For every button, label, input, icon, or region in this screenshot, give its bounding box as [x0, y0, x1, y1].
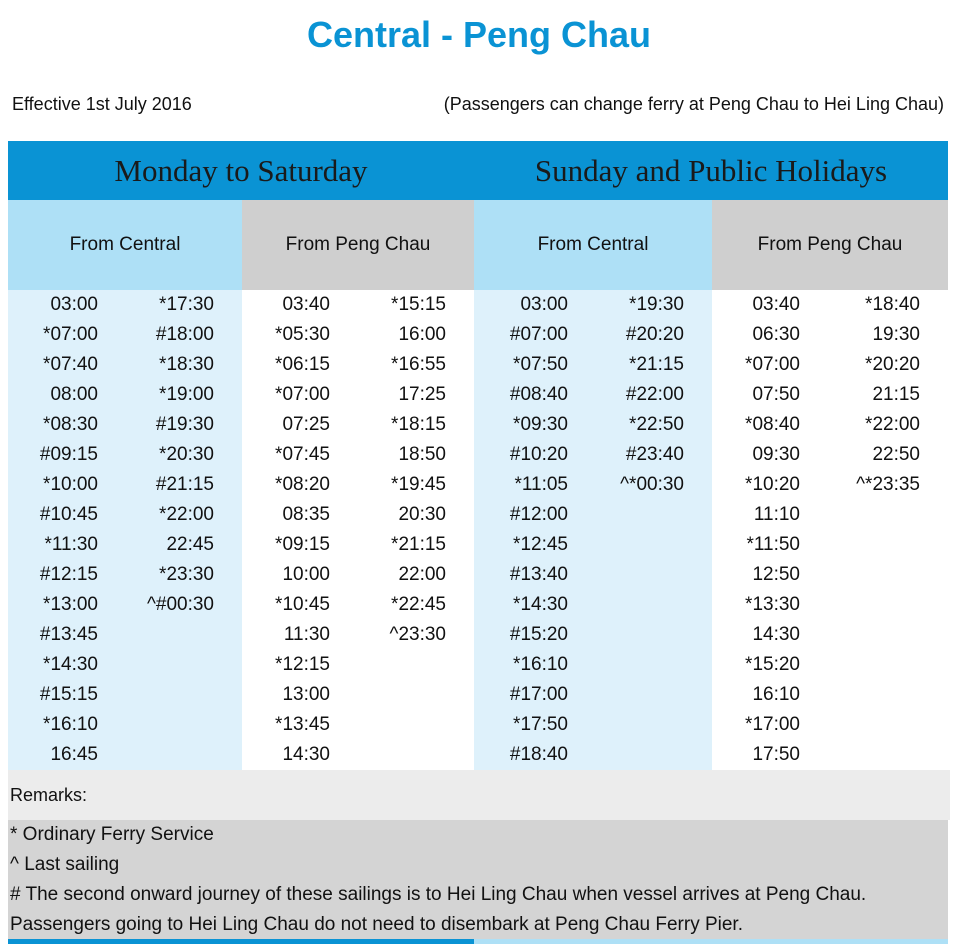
schedule-heading-sunday-and-public-holidays: Sunday and Public Holidays — [474, 141, 948, 200]
departure-time: *09:30 — [513, 414, 568, 435]
departure-time: *22:00 — [865, 414, 920, 435]
departure-time: *07:00 — [275, 384, 330, 405]
departure-time: #13:40 — [509, 564, 568, 585]
departure-time: *13:45 — [275, 714, 330, 735]
departure-time: *11:05 — [514, 474, 568, 495]
departure-time: *08:40 — [745, 414, 800, 435]
remarks-heading: Remarks: — [8, 770, 950, 820]
departure-time: *15:15 — [391, 294, 446, 315]
departure-time: 16:10 — [752, 684, 800, 705]
departure-time: *16:55 — [391, 354, 446, 375]
bottom-band — [8, 939, 474, 944]
remark-last-sailing: ^ Last sailing — [10, 854, 120, 875]
remark-no-disembark: Passengers going to Hei Ling Chau do not need to disembark at Peng Chau Ferry Pier. — [10, 914, 743, 935]
departure-time: 03:40 — [282, 294, 330, 315]
remark-hei-ling-chau: # The second onward journey of these sailings is to Hei Ling Chau when vessel arrives at Peng Chau. — [10, 884, 867, 905]
departure-time: ^23:30 — [389, 624, 446, 645]
departure-time: *14:30 — [43, 654, 98, 675]
departure-time: 16:00 — [398, 324, 446, 345]
departure-time: *07:00 — [745, 354, 800, 375]
departure-time: #10:20 — [509, 444, 568, 465]
departure-time: *07:00 — [43, 324, 98, 345]
departure-time: 22:00 — [398, 564, 446, 585]
departure-time: *07:50 — [513, 354, 568, 375]
departure-time: 10:00 — [282, 564, 330, 585]
departure-time: *11:50 — [746, 534, 800, 555]
departure-time: #18:40 — [509, 744, 568, 765]
departure-time: *19:00 — [159, 384, 214, 405]
departure-time: #22:00 — [625, 384, 684, 405]
departure-time: #12:15 — [39, 564, 98, 585]
direction-heading-from-central: From Central — [474, 200, 712, 290]
departure-time: *11:30 — [44, 534, 98, 555]
departure-time: *17:00 — [745, 714, 800, 735]
departure-time: *14:30 — [513, 594, 568, 615]
departure-time: #20:20 — [625, 324, 684, 345]
departure-time: #17:00 — [509, 684, 568, 705]
bottom-band — [474, 939, 948, 944]
departure-time: *22:50 — [629, 414, 684, 435]
departure-time: 07:50 — [752, 384, 800, 405]
departure-time: 08:35 — [282, 504, 330, 525]
departure-time: *10:45 — [275, 594, 330, 615]
departure-time: *10:20 — [745, 474, 800, 495]
departure-time: 11:10 — [753, 504, 800, 525]
departure-time: 17:50 — [752, 744, 800, 765]
departure-time: *13:30 — [745, 594, 800, 615]
departure-time: 03:00 — [50, 294, 98, 315]
departure-time: 14:30 — [752, 624, 800, 645]
departure-time: #19:30 — [155, 414, 214, 435]
departure-time: *15:20 — [745, 654, 800, 675]
departure-time: *12:15 — [275, 654, 330, 675]
departure-time: *22:00 — [159, 504, 214, 525]
departure-time: *23:30 — [159, 564, 214, 585]
direction-heading-from-central: From Central — [8, 200, 242, 290]
departure-time: #15:20 — [509, 624, 568, 645]
departure-time: *10:00 — [43, 474, 98, 495]
departure-time: *20:20 — [865, 354, 920, 375]
departure-time: #09:15 — [39, 444, 98, 465]
departure-time: #15:15 — [39, 684, 98, 705]
effective-date: Effective 1st July 2016 — [12, 94, 192, 114]
departure-time: *21:15 — [391, 534, 446, 555]
departure-time: 12:50 — [752, 564, 800, 585]
departure-time: 09:30 — [752, 444, 800, 465]
departure-time: *20:30 — [159, 444, 214, 465]
departure-time: 19:30 — [872, 324, 920, 345]
departure-time: 22:45 — [166, 534, 214, 555]
departure-time: *22:45 — [391, 594, 446, 615]
departure-time: #12:00 — [509, 504, 568, 525]
departure-time: 11:30 — [283, 624, 330, 645]
departure-time: 07:25 — [282, 414, 330, 435]
departure-time: 21:15 — [872, 384, 920, 405]
departure-time: *18:30 — [159, 354, 214, 375]
direction-heading-from-peng-chau: From Peng Chau — [712, 200, 948, 290]
departure-time: 17:25 — [398, 384, 446, 405]
departure-time: #07:00 — [509, 324, 568, 345]
departure-time: *19:30 — [629, 294, 684, 315]
departure-time: *09:15 — [275, 534, 330, 555]
schedule-heading-monday-to-saturday: Monday to Saturday — [8, 141, 474, 200]
departure-time: 03:40 — [752, 294, 800, 315]
departure-time: 14:30 — [282, 744, 330, 765]
departure-time: ^*23:35 — [856, 474, 920, 495]
departure-time: 16:45 — [50, 744, 98, 765]
departure-time: #10:45 — [39, 504, 98, 525]
transfer-note: (Passengers can change ferry at Peng Chau to Hei Ling Chau) — [443, 94, 944, 114]
departure-time: #23:40 — [625, 444, 684, 465]
departure-time: *08:30 — [43, 414, 98, 435]
departure-time: *18:40 — [865, 294, 920, 315]
departure-time: *08:20 — [275, 474, 330, 495]
page-title: Central - Peng Chau — [306, 14, 652, 55]
departure-time: 20:30 — [398, 504, 446, 525]
remarks-body — [8, 820, 948, 944]
departure-time: 08:00 — [50, 384, 98, 405]
departure-time: *17:50 — [513, 714, 568, 735]
direction-heading-from-peng-chau: From Peng Chau — [242, 200, 474, 290]
departure-time: 13:00 — [282, 684, 330, 705]
departure-time: 18:50 — [398, 444, 446, 465]
departure-time: *05:30 — [275, 324, 330, 345]
departure-time: #18:00 — [155, 324, 214, 345]
departure-time: ^#00:30 — [146, 594, 214, 615]
departure-time: #13:45 — [39, 624, 98, 645]
departure-time: #08:40 — [509, 384, 568, 405]
departure-time: 03:00 — [520, 294, 568, 315]
departure-time: *13:00 — [43, 594, 98, 615]
departure-time: *18:15 — [391, 414, 446, 435]
departure-time: ^*00:30 — [620, 474, 684, 495]
departure-time: *07:45 — [275, 444, 330, 465]
departure-time: *21:15 — [629, 354, 684, 375]
remark-ordinary: * Ordinary Ferry Service — [10, 824, 214, 845]
departure-time: 22:50 — [872, 444, 920, 465]
departure-time: *06:15 — [275, 354, 330, 375]
departure-time: *17:30 — [159, 294, 214, 315]
departure-time: *07:40 — [43, 354, 98, 375]
departure-time: *16:10 — [43, 714, 98, 735]
departure-time: *19:45 — [391, 474, 446, 495]
departure-time: *12:45 — [513, 534, 568, 555]
departure-time: 06:30 — [752, 324, 800, 345]
departure-time: *16:10 — [513, 654, 568, 675]
departure-time: #21:15 — [155, 474, 214, 495]
